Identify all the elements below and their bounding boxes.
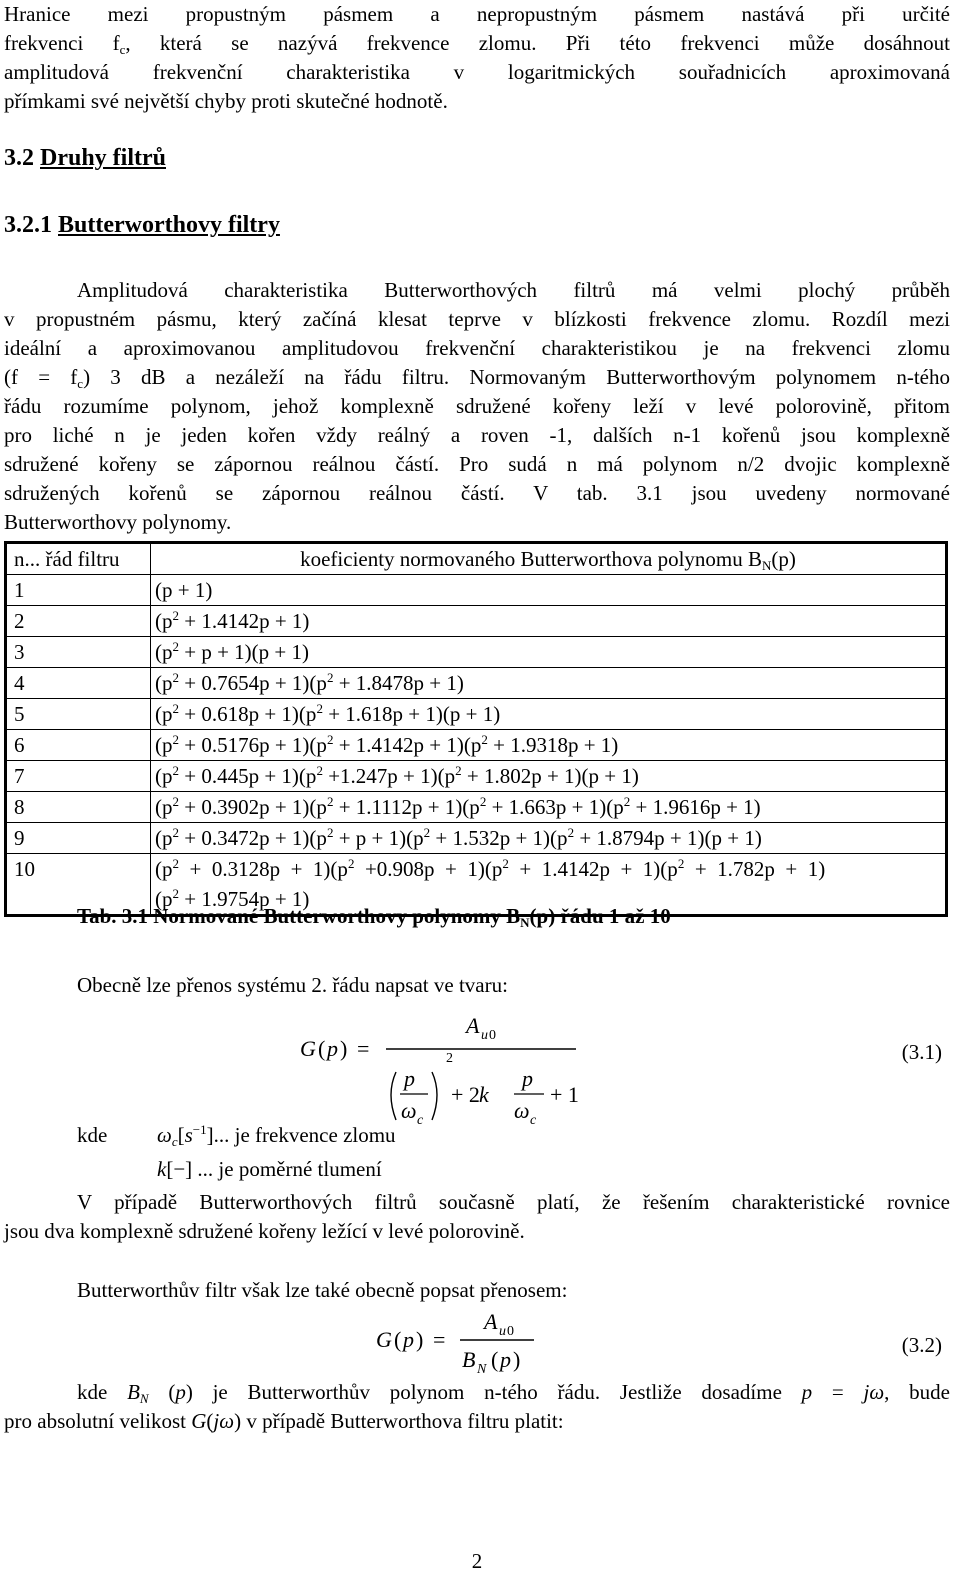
table-cell-coefficients: $(p^2 + 0.445p + 1)(p^2 +1.247p + 1)(p^2 + 1.802p + 1)(p + 1)$ <box>151 761 947 792</box>
svg-text:=: = <box>357 1036 370 1061</box>
table-cell-order: 9 <box>6 823 151 854</box>
butterworth-polynomial-table <box>4 541 948 917</box>
kde-label: kde <box>77 1123 108 1147</box>
svg-text:u: u <box>481 1028 488 1043</box>
table-header-order: n... řád filtru <box>6 543 151 575</box>
svg-text:G: G <box>376 1327 392 1352</box>
table-cell-order: 8 <box>6 792 151 823</box>
table-cell-coefficients: $(p^2 + 0.3128p + 1)(p^2 +0.908p + 1)(p^2 + 1.4142p + 1)(p^2 + 1.782p + 1)$ $(p^2 + 1.9754p + 1)$ <box>151 854 947 916</box>
para-general-transfer: Butterworthův filtr však lze také obecně popsat přenosem: <box>77 1278 568 1302</box>
table-cell-coefficients: $(p^2 + 0.3472p + 1)(p^2 + p + 1)(p^2 + 1.532p + 1)(p^2 + 1.8794p + 1)(p + 1)$ <box>151 823 947 854</box>
intro-line-4: přímkami své největší chyby proti skutečné hodnotě. <box>4 89 448 113</box>
table-cell-order: 2 <box>6 606 151 637</box>
svg-text:p: p <box>500 1347 511 1372</box>
svg-text:ω: ω <box>514 1098 530 1123</box>
table-cell-order: 10 <box>6 854 151 916</box>
svg-text:(: ( <box>394 1327 402 1352</box>
intro-line-1: Hranice mezi propustným pásmem a nepropustným pásmem nastává při určité <box>4 2 950 26</box>
table-row <box>6 823 947 854</box>
table-cell-coefficients: $(p^2 + 0.618p + 1)(p^2 + 1.618p + 1)(p + 1)$ <box>151 699 947 730</box>
svg-text:(: ( <box>318 1036 326 1061</box>
para1-line-8: sdružených kořenů se zápornou reálnou částí. V tab. 3.1 jsou uvedeny normované <box>4 481 950 505</box>
svg-text:A: A <box>484 1309 498 1334</box>
subsection-number: 3.2.1 <box>4 212 52 238</box>
para1-line-6: pro liché n je jeden kořen vždy reálný a roven -1, dalších n-1 kořenů jsou komplexně <box>4 423 950 447</box>
para1-line-1: Amplitudová charakteristika Butterworthových filtrů má velmi plochý průběh <box>77 278 950 302</box>
equation-3-2-number: (3.2) <box>901 1333 942 1357</box>
para-substitution <box>4 1378 950 1436</box>
svg-text:p: p <box>404 1066 415 1091</box>
para1-line-4: $(f = f_c)$ 3 dB a nezáleží na řádu filtru. Normovaným Butterworthovým polynomem n-tého <box>4 365 950 391</box>
table-row <box>6 606 947 637</box>
intro-paragraph <box>4 0 950 116</box>
table-cell-coefficients: $(p^2 + 0.5176p + 1)(p^2 + 1.4142p + 1)(p^2 + 1.9318p + 1)$ <box>151 730 947 761</box>
svg-text:N: N <box>477 1362 487 1377</box>
para3-line-1: V případě Butterworthových filtrů současně platí, že řešením charakteristické rovnice <box>77 1190 950 1214</box>
svg-text:c: c <box>530 1113 537 1128</box>
svg-text:+ 1: + 1 <box>550 1082 579 1107</box>
svg-text:=: = <box>433 1327 446 1352</box>
svg-text:+ 2: + 2 <box>451 1082 480 1107</box>
svg-text:2: 2 <box>446 1051 453 1066</box>
para1-line-5: řádu rozumíme polynom, jehož komplexně sdružené kořeny leží v levé polorovině, přitom <box>4 394 950 418</box>
svg-text:p: p <box>522 1066 533 1091</box>
table-row <box>6 637 947 668</box>
intro-line-3: amplitudová frekvenční charakteristika v logaritmických souřadnicích aproximovaná <box>4 60 950 84</box>
table-cell-coefficients: (p + 1) <box>151 575 947 606</box>
section-heading <box>4 144 166 173</box>
butterworth-paragraph <box>4 276 950 537</box>
svg-text:u: u <box>499 1324 506 1339</box>
equation-3-2-formula <box>376 1305 576 1375</box>
svg-text:): ) <box>416 1327 424 1352</box>
svg-text:ω: ω <box>401 1098 417 1123</box>
table-cell-coefficients: $(p^2 + p + 1)(p + 1)$ <box>151 637 947 668</box>
svg-text:): ) <box>513 1347 521 1372</box>
table-row <box>6 668 947 699</box>
table-cell-coefficients: $(p^2 + 0.7654p + 1)(p^2 + 1.8478p + 1)$ <box>151 668 947 699</box>
para1-line-9: Butterworthovy polynomy. <box>4 510 232 534</box>
table-cell-order: 1 <box>6 575 151 606</box>
table-cell-order: 6 <box>6 730 151 761</box>
svg-text:0: 0 <box>507 1324 514 1339</box>
table-caption: Tab. 3.1 Normované Butterworthovy polynomy $B_N(p)$ řádu 1 až 10 <box>77 904 671 930</box>
svg-text:0: 0 <box>489 1028 496 1043</box>
k-definition: k[−] ... je poměrné tlumení <box>157 1157 382 1181</box>
para1-line-2: v propustném pásmu, který začíná klesat teprve v blízkosti frekvence zlomu. Rozdíl mezi <box>4 307 950 331</box>
table-cell-coefficients: $(p^2 + 0.3902p + 1)(p^2 + 1.1112p + 1)(p^2 + 1.663p + 1)(p^2 + 1.9616p + 1)$ <box>151 792 947 823</box>
table-cell-order: 4 <box>6 668 151 699</box>
equation-3-1-formula <box>300 1002 760 1128</box>
table-row <box>6 761 947 792</box>
table-header-coefficients: koeficienty normovaného Butterworthova polynomu $B_N(p)$ <box>151 543 947 575</box>
table-cell-order: 5 <box>6 699 151 730</box>
equation-3-1 <box>300 1002 950 1128</box>
table-header-row <box>6 543 947 575</box>
section-number: 3.2 <box>4 145 34 171</box>
svg-text:G: G <box>300 1036 316 1061</box>
para-butterworth-roots <box>4 1188 950 1246</box>
para1-line-7: sdružené kořeny se zápornou reálnou částí. Pro sudá n má polynom n/2 dvojic komplexně <box>4 452 950 476</box>
svg-text:p: p <box>327 1036 338 1061</box>
table-row <box>6 575 947 606</box>
table-row <box>6 699 947 730</box>
symbol-definitions <box>77 1121 947 1191</box>
subsection-title: Butterworthovy filtry <box>58 212 280 238</box>
svg-text:(: ( <box>491 1347 499 1372</box>
svg-text:c: c <box>417 1113 424 1128</box>
para3-line-2: jsou dva komplexně sdružené kořeny ležící v levé polorovině. <box>4 1219 525 1243</box>
section-title: Druhy filtrů <box>40 145 166 171</box>
para-transfer-intro: Obecně lze přenos systému 2. řádu napsat ve tvaru: <box>77 973 508 997</box>
page-number: 2 <box>471 1549 483 1573</box>
table-cell-coefficients: $(p^2 + 1.4142p + 1)$ <box>151 606 947 637</box>
table-row <box>6 792 947 823</box>
table-cell-order: 7 <box>6 761 151 792</box>
subsection-heading <box>4 211 280 240</box>
svg-text:k: k <box>479 1082 489 1107</box>
equation-3-1-number: (3.1) <box>901 1040 942 1064</box>
table-cell-order: 3 <box>6 637 151 668</box>
para1-line-3: ideální a aproximovanou amplitudovou frekvenční charakteristikou je na frekvenci zlomu <box>4 336 950 360</box>
para5-line-2: pro absolutní velikost G(jω) v případě Butterworthova filtru platit: <box>4 1409 564 1433</box>
intro-line-2: frekvenci $f_c$, která se nazývá frekvence zlomu. Při této frekvenci může dosáhnout <box>4 31 950 57</box>
svg-text:A: A <box>466 1013 480 1038</box>
svg-text:): ) <box>340 1036 348 1061</box>
svg-text:B: B <box>462 1347 476 1372</box>
table-row <box>6 730 947 761</box>
omega-definition: $\omega_c[s^{-1}]$... je frekvence zlomu <box>157 1122 396 1149</box>
para5-line-1: kde $B_N$ (p) je Butterworthův polynom n-tého řádu. Jestliže dosadíme p = jω, bude <box>77 1380 950 1406</box>
equation-3-2 <box>376 1305 950 1375</box>
svg-text:p: p <box>403 1327 414 1352</box>
